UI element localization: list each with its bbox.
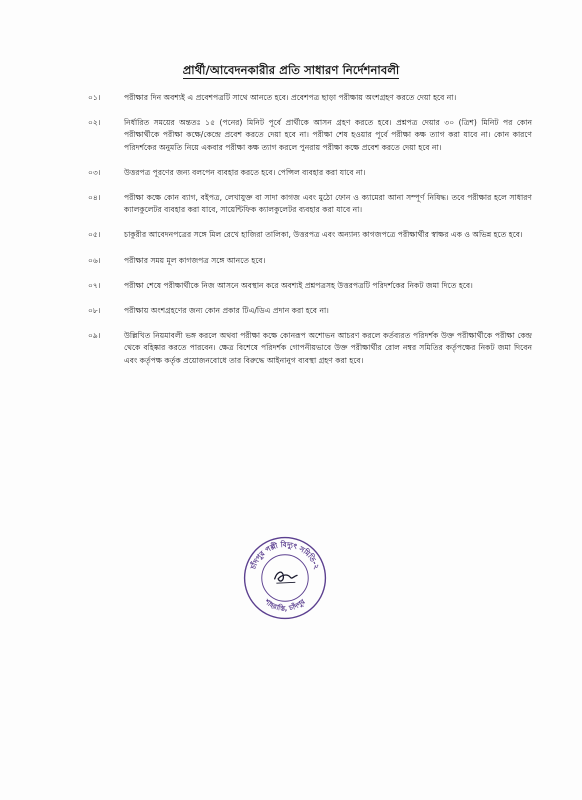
instruction-number: ০৬। [88, 255, 101, 265]
svg-text:শাহরাস্তি, চাঁদপুর [262, 597, 307, 613]
instruction-item [88, 229, 532, 241]
page-title-text: প্রার্থী/আবেদনকারীর প্রতি সাধারণ নির্দেশনাবলী [182, 63, 400, 77]
instruction-text: পরীক্ষায় অংশগ্রহণের জন্য কোন প্রকার টিএ/ডিএ প্রদান করা হবে না। [124, 306, 329, 316]
instruction-item [88, 330, 532, 367]
instruction-text: উল্লিখিত নিয়মাবলী ভঙ্গ করলে অথবা পরীক্ষা কক্ষে কোনরূপ অশোভন আচরণ করলে কর্তব্যরত পরিদর্শক উক্ত পরীক্ষার্থীকে পরীক্ষা কেন্দ্র থেকে বহিষ্কার করতে পারবেন। ক্ষেত্র বিশেষে পরিদর্শক গোপনীয়ভাবে উক্ত পরীক্ষার্থীর রোল নম্বর সমিতির কর্তৃপক্ষের নিকট জমা দিবেন এবং কর্তৃপক্ষ কর্তৃক প্রয়োজনবোধে তার বিরুদ্ধে আইনানুগ ব্যবস্থা গ্রহণ করা হবে। [124, 331, 532, 365]
page-title [0, 62, 582, 81]
instruction-number: ০২। [88, 118, 101, 128]
instruction-item [88, 255, 532, 267]
instruction-number: ০৮। [88, 306, 101, 316]
instruction-number: ০৯। [88, 331, 101, 341]
instruction-text: উত্তরপত্র পূরণের জন্য বলপেন ব্যবহার করতে হবে। পেন্সিল ব্যবহার করা যাবে না। [124, 167, 366, 177]
instruction-text: নির্ধারিত সময়ের অন্ততঃ ১৫ (পনের) মিনিট পূর্বে প্রার্থীকে আসন গ্রহণ করতে হবে। প্রশ্নপত্র দেয়ার ৩০ (ত্রিশ) মিনিট পর কোন পরীক্ষার্থীকে পরীক্ষা কক্ষে/কেন্দ্রে প্রবেশ করতে দেয়া হবে না। পরীক্ষা শেষ হওয়ার পূর্বে পরীক্ষা কক্ষ ত্যাগ করা যাবে না। কোন কারণে পরিদর্শকের অনুমতি নিয়ে একবার পরীক্ষা কক্ষ ত্যাগ করলে পুনরায় পরীক্ষা কক্ষে প্রবেশ করতে দেয়া হবে না। [124, 118, 532, 152]
seal-bottom-text: শাহরাস্তি, চাঁদপুর [263, 597, 307, 613]
instruction-text: পরীক্ষা শেষে পরীক্ষার্থীকে নিজ আসনে অবস্থান করে অবশ্যই প্রশ্নপত্রসহ উত্তরপত্রটি পরিদর্শকের নিকট জমা দিতে হবে। [124, 280, 473, 290]
instruction-item [88, 92, 532, 104]
instruction-text: পরীক্ষার সময় মূল কাগজপত্র সঙ্গে আনতে হবে। [124, 255, 266, 265]
instruction-text: পরীক্ষার দিন অবশ্যই এ প্রবেশপত্রটি সাথে আনতে হবে। প্রবেশপত্র ছাড়া পরীক্ষায় অংশগ্রহণ করতে দেয়া হবে না। [124, 93, 457, 102]
instruction-number: ০৪। [88, 193, 101, 203]
instruction-text: পরীক্ষা কক্ষে কোন ব্যাগ, বইপত্র, লেখাযুক্ত বা সাদা কাগজ এবং মুঠো ফোন ও ক্যামেরা আনা সম্পূর্ণ নিষিদ্ধ। তবে পরীক্ষার হলে সাধারণ ক্যালকুলেটর ব্যবহার করা যাবে, সায়েন্টিফিক ক্যালকুলেটর ব্যবহার করা যাবে না। [124, 193, 532, 215]
instruction-number: ০৭। [88, 280, 101, 290]
instruction-item [88, 117, 532, 154]
signature-underline [276, 582, 295, 583]
instruction-list [88, 92, 532, 367]
svg-text:চাঁদপুর পল্লী বিদ্যুৎ সমিতি-২ [247, 540, 321, 572]
seal-inner-ring [262, 555, 308, 601]
instruction-number: ০৫। [88, 230, 101, 240]
instruction-item [88, 280, 532, 292]
seal-top-text: চাঁদপুর পল্লী বিদ্যুৎ সমিতি-২ [248, 539, 322, 571]
signature-mark [275, 572, 297, 581]
instruction-number: ০৩। [88, 167, 101, 177]
instruction-number: ০১। [88, 93, 101, 102]
instruction-item [88, 192, 532, 216]
instruction-text: চাকুরীর আবেদনপত্রের সঙ্গে মিল রেখে হাজিরা তালিকা, উত্তরপত্র এবং অন্যান্য কাগজপত্রে পরীক্ষার্থীর স্বাক্ষর এক ও অভিন্ন হতে হবে। [124, 230, 523, 240]
instruction-item [88, 167, 532, 179]
instruction-item [88, 305, 532, 317]
official-seal-stamp [242, 535, 328, 621]
